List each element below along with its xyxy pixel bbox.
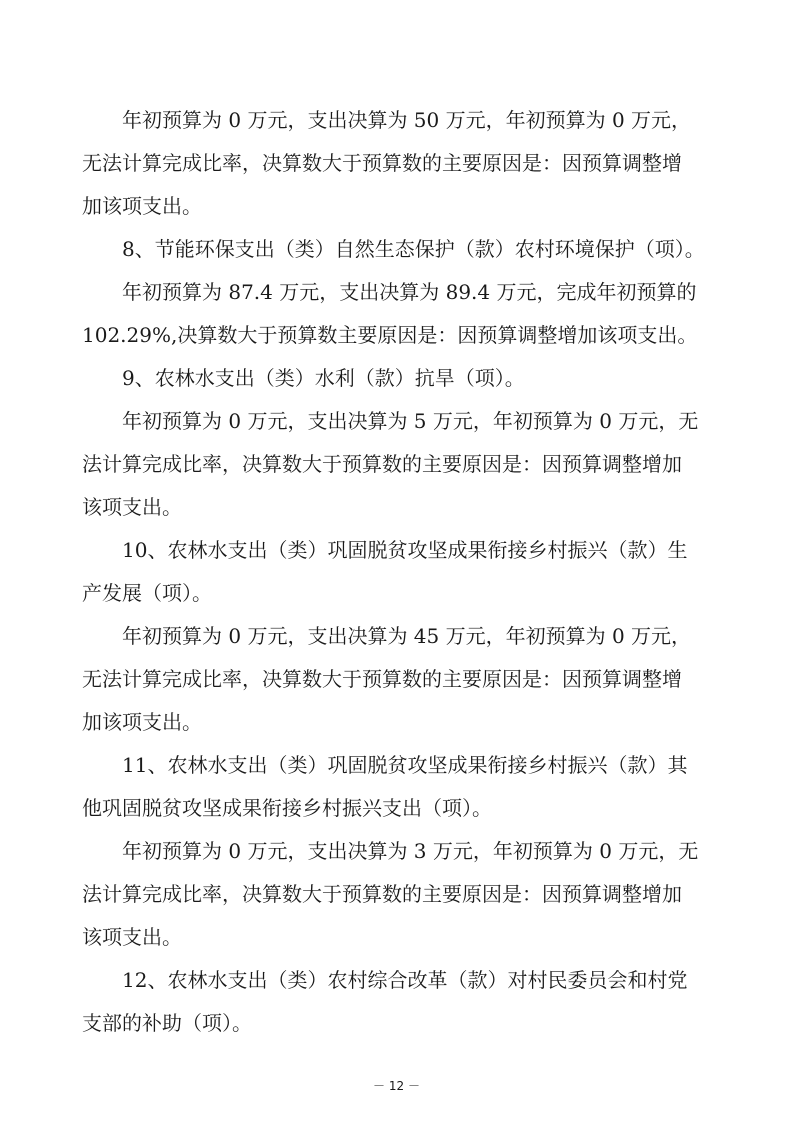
paragraph-line [0, 143, 793, 183]
section-heading [0, 788, 793, 828]
line-text: 年初预算为 0 万元，支出决算为 5 万元，年初预算为 0 万元，无 [122, 409, 699, 433]
line-text: 该项支出。 [82, 925, 182, 949]
line-text: 无法计算完成比率，决算数大于预算数的主要原因是：因预算调整增 [82, 151, 682, 175]
line-text: 10、农林水支出（类）巩固脱贫攻坚成果衔接乡村振兴（款）生 [122, 538, 688, 562]
section-heading [0, 745, 793, 785]
line-text: 法计算完成比率，决算数大于预算数的主要原因是：因预算调整增加 [82, 882, 682, 906]
paragraph-line [0, 831, 793, 871]
paragraph-line [0, 186, 793, 226]
line-text: 8、节能环保支出（类）自然生态保护（款）农村环境保护（项）。 [122, 237, 705, 261]
paragraph-line [0, 874, 793, 914]
section-heading [0, 960, 793, 1000]
paragraph-line [0, 272, 793, 312]
paragraph-line [0, 487, 793, 527]
section-heading [0, 229, 793, 269]
line-text: 支部的补助（项）。 [82, 1011, 252, 1035]
line-text: 该项支出。 [82, 495, 182, 519]
paragraph-line [0, 659, 793, 699]
paragraph-line [0, 917, 793, 957]
line-text: 产发展（项）。 [82, 581, 212, 605]
line-text: 年初预算为 0 万元，支出决算为 3 万元，年初预算为 0 万元，无 [122, 839, 699, 863]
paragraph-line [0, 315, 793, 355]
paragraph-line [0, 401, 793, 441]
section-heading [0, 358, 793, 398]
line-text: 加该项支出。 [82, 194, 202, 218]
line-text: 年初预算为 0 万元，支出决算为 50 万元，年初预算为 0 万元， [122, 108, 692, 132]
line-text: 无法计算完成比率，决算数大于预算数的主要原因是：因预算调整增 [82, 667, 682, 691]
paragraph-line [0, 616, 793, 656]
line-text: 加该项支出。 [82, 710, 202, 734]
section-heading [0, 573, 793, 613]
section-heading [0, 530, 793, 570]
line-text: 102.29%,决算数大于预算数主要原因是：因预算调整增加该项支出。 [82, 323, 698, 347]
line-text: 他巩固脱贫攻坚成果衔接乡村振兴支出（项）。 [82, 796, 492, 820]
paragraph-line [0, 100, 793, 140]
line-text: 法计算完成比率，决算数大于预算数的主要原因是：因预算调整增加 [82, 452, 682, 476]
line-text: 12、农林水支出（类）农村综合改革（款）对村民委员会和村党 [122, 968, 688, 992]
section-heading [0, 1003, 793, 1043]
line-text: 11、农林水支出（类）巩固脱贫攻坚成果衔接乡村振兴（款）其 [122, 753, 688, 777]
page-number: － 12 － [373, 1079, 420, 1093]
line-text: 9、农林水支出（类）水利（款）抗旱（项）。 [122, 366, 525, 390]
paragraph-line [0, 702, 793, 742]
paragraph-line [0, 444, 793, 484]
line-text: 年初预算为 0 万元，支出决算为 45 万元，年初预算为 0 万元， [122, 624, 692, 648]
line-text: 年初预算为 87.4 万元，支出决算为 89.4 万元，完成年初预算的 [122, 280, 697, 304]
